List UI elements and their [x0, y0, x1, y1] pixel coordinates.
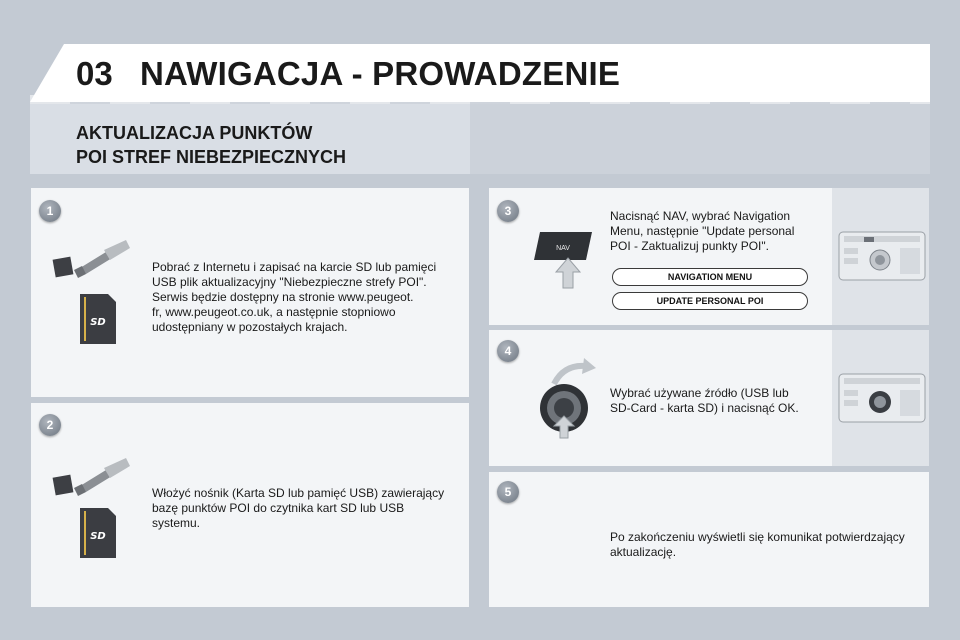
subheader-background — [470, 104, 930, 174]
text-line: Po zakończeniu wyświetli się komunikat potwierdzający — [610, 530, 905, 544]
text-line: aktualizację. — [610, 545, 677, 559]
step-number-badge: 1 — [39, 200, 61, 222]
rotary-knob-icon — [534, 356, 604, 440]
text-line: Pobrać z Internetu i zapisać na karcie SD lub pamięci — [152, 260, 437, 274]
step-4-text — [610, 386, 799, 416]
text-line: Menu, następnie "Update personal — [610, 224, 795, 238]
radio-console-icon — [838, 228, 926, 284]
text-line: Włożyć nośnik (Karta SD lub pamięć USB) zawierający — [152, 486, 445, 500]
text-line: Serwis będzie dostępny na stronie www.peugeot. — [152, 290, 414, 304]
text-line: SD-Card - karta SD) i nacisnąć OK. — [610, 401, 799, 415]
svg-text:SD: SD — [90, 317, 106, 328]
sd-card-icon — [80, 508, 120, 558]
step-number-badge: 5 — [497, 481, 519, 503]
usb-stick-icon — [52, 240, 132, 286]
radio-console-icon — [838, 370, 926, 426]
text-line: Nacisnąć NAV, wybrać Navigation — [610, 209, 791, 223]
text-line: fr, www.peugeot.co.uk, a następnie stopniowo — [152, 305, 396, 319]
header-corner — [30, 44, 64, 102]
step-2-text — [152, 486, 444, 531]
step-3-text — [610, 209, 794, 254]
step-1-text — [152, 260, 436, 335]
usb-stick-icon — [52, 458, 132, 504]
step-number-badge: 4 — [497, 340, 519, 362]
step-5-text — [610, 530, 905, 560]
svg-text:SD: SD — [90, 531, 106, 542]
nav-button-icon — [534, 228, 594, 290]
chapter-number: 03 — [76, 55, 113, 92]
nav-button-label: NAV — [556, 245, 570, 252]
section-title-line: AKTUALIZACJA PUNKTÓW — [76, 123, 313, 143]
step-number-badge: 3 — [497, 200, 519, 222]
section-title-line: POI STREF NIEBEZPIECZNYCH — [76, 147, 347, 167]
text-line: bazę punktów POI do czytnika kart SD lub USB — [152, 501, 405, 515]
step-number-badge: 2 — [39, 414, 61, 436]
text-line: POI - Zaktualizuj punkty POI". — [610, 239, 769, 253]
navigation-menu-item[interactable]: NAVIGATION MENU — [612, 268, 808, 286]
text-line: Wybrać używane źródło (USB lub — [610, 386, 789, 400]
sd-card-icon — [80, 294, 120, 344]
update-personal-poi-item[interactable]: UPDATE PERSONAL POI — [612, 292, 808, 310]
text-line: udostępniany w pozostałych krajach. — [152, 320, 348, 334]
page-title: NAWIGACJA - PROWADZENIE — [140, 55, 621, 92]
text-line: systemu. — [152, 516, 201, 530]
section-title — [76, 121, 346, 169]
text-line: USB plik aktualizacyjny "Niebezpieczne strefy POI". — [152, 275, 427, 289]
